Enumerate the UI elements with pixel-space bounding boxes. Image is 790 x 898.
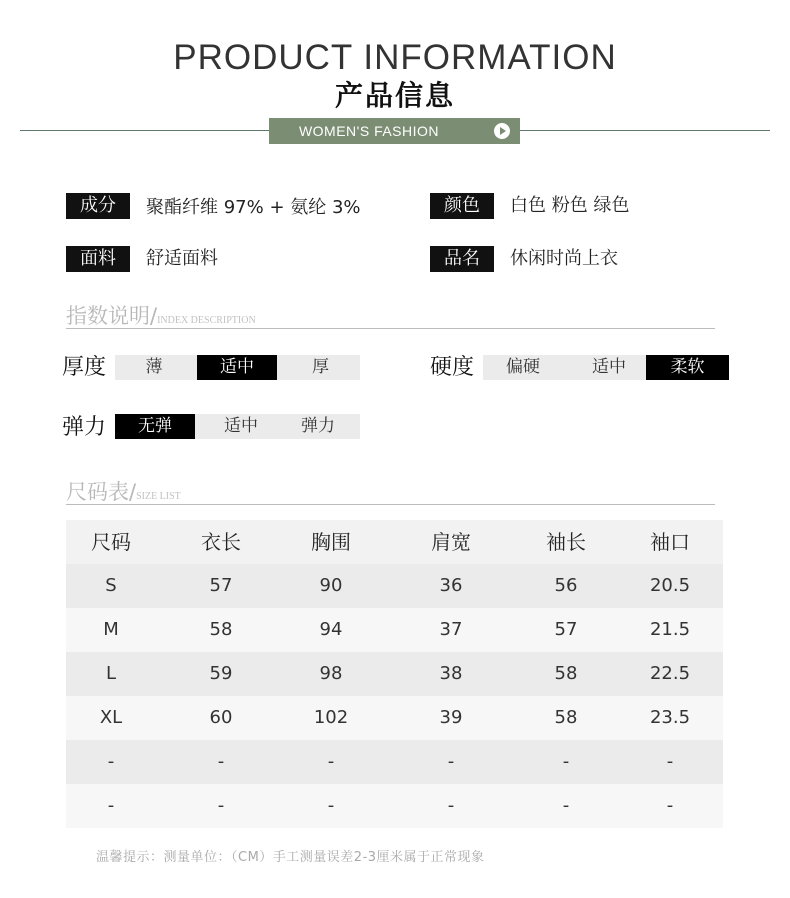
table-cell: - (562, 751, 570, 772)
play-circle-icon (494, 123, 510, 139)
table-cell: 58 (554, 663, 578, 684)
table-row (66, 652, 723, 696)
table-row (66, 696, 723, 740)
table-row (66, 608, 723, 652)
table-cell: 60 (209, 707, 233, 728)
hardness-scale (483, 355, 729, 380)
table-row (66, 564, 723, 608)
table-cell: 22.5 (649, 663, 691, 684)
table-cell: 23.5 (649, 707, 691, 728)
hardness-option-firm: 偏硬 (506, 357, 540, 377)
badge-label: WOMEN'S FASHION (298, 123, 440, 139)
color-label: 颜色 (430, 193, 494, 219)
thickness-option-thin: 薄 (145, 357, 163, 377)
table-cell: 56 (554, 575, 578, 596)
table-cell: - (107, 795, 115, 816)
table-header-cell: 胸围 (311, 530, 351, 554)
elasticity-option-medium: 适中 (224, 416, 258, 436)
table-cell: 90 (319, 575, 343, 596)
table-cell: - (666, 751, 674, 772)
table-row (66, 784, 723, 828)
table-cell: 59 (209, 663, 233, 684)
measurement-footnote: 温馨提示：测量单位：（CM）手工测量误差2-3厘米属于正常现象 (96, 850, 485, 865)
index-subtitle: INDEX DESCRIPTION (157, 315, 256, 326)
table-row (66, 740, 723, 784)
elasticity-label: 弹力 (62, 415, 107, 440)
table-cell: 38 (439, 663, 463, 684)
product-name-value: 休闲时尚上衣 (510, 248, 618, 269)
table-header-cell: 袖口 (650, 530, 690, 554)
table-cell: - (327, 795, 335, 816)
table-cell: - (562, 795, 570, 816)
composition-value: 聚酯纤维 97% + 氨纶 3% (146, 197, 361, 218)
index-section-divider (66, 328, 715, 329)
table-cell: 57 (554, 619, 578, 640)
thickness-label: 厚度 (62, 355, 107, 380)
thickness-option-thick: 厚 (312, 357, 329, 377)
elasticity-option-high: 弹力 (301, 416, 335, 436)
table-cell: L (105, 663, 117, 684)
table-cell: S (105, 575, 117, 596)
table-cell: 39 (439, 707, 463, 728)
table-cell: 37 (439, 619, 463, 640)
fabric-label: 面料 (66, 246, 130, 272)
index-section-title (66, 300, 256, 330)
divider-left (20, 130, 269, 131)
table-cell: - (447, 795, 455, 816)
table-cell: 57 (209, 575, 233, 596)
category-badge (269, 118, 520, 144)
product-name-label: 品名 (430, 246, 494, 272)
index-title: 指数说明/ (66, 304, 158, 328)
table-header-cell: 肩宽 (431, 530, 471, 554)
table-header-row (66, 520, 723, 564)
composition-label: 成分 (66, 193, 130, 219)
table-cell: 36 (439, 575, 463, 596)
thickness-scale (115, 355, 360, 380)
table-cell: 21.5 (649, 619, 691, 640)
table-cell: - (666, 795, 674, 816)
color-value: 白色 粉色 绿色 (510, 195, 630, 216)
title-english: PRODUCT INFORMATION (173, 38, 617, 77)
table-cell: 20.5 (649, 575, 691, 596)
table-header-cell: 尺码 (91, 530, 131, 554)
table-cell: - (217, 751, 225, 772)
hardness-label: 硬度 (430, 355, 475, 380)
table-cell: - (327, 751, 335, 772)
table-header-cell: 衣长 (201, 530, 241, 554)
table-cell: 98 (319, 663, 343, 684)
table-cell: XL (99, 707, 123, 728)
hardness-option-medium: 适中 (592, 357, 626, 377)
table-cell: 58 (209, 619, 233, 640)
size-section-title (66, 476, 181, 506)
table-cell: - (217, 795, 225, 816)
size-subtitle: SIZE LIST (136, 491, 181, 502)
table-cell: 102 (313, 707, 349, 728)
table-cell: 58 (554, 707, 578, 728)
fabric-value: 舒适面料 (146, 248, 218, 269)
hardness-option-soft: 柔软 (646, 355, 729, 380)
thickness-option-medium: 适中 (197, 355, 277, 380)
divider-right (520, 130, 770, 131)
table-cell: - (107, 751, 115, 772)
elasticity-option-none: 无弹 (115, 414, 195, 439)
title-chinese: 产品信息 (334, 79, 455, 112)
table-header-cell: 袖长 (546, 530, 586, 554)
elasticity-scale (115, 414, 360, 439)
size-title: 尺码表/ (66, 480, 137, 504)
table-cell: - (447, 751, 455, 772)
size-section-divider (66, 504, 715, 505)
table-cell: M (103, 619, 119, 640)
table-cell: 94 (319, 619, 343, 640)
